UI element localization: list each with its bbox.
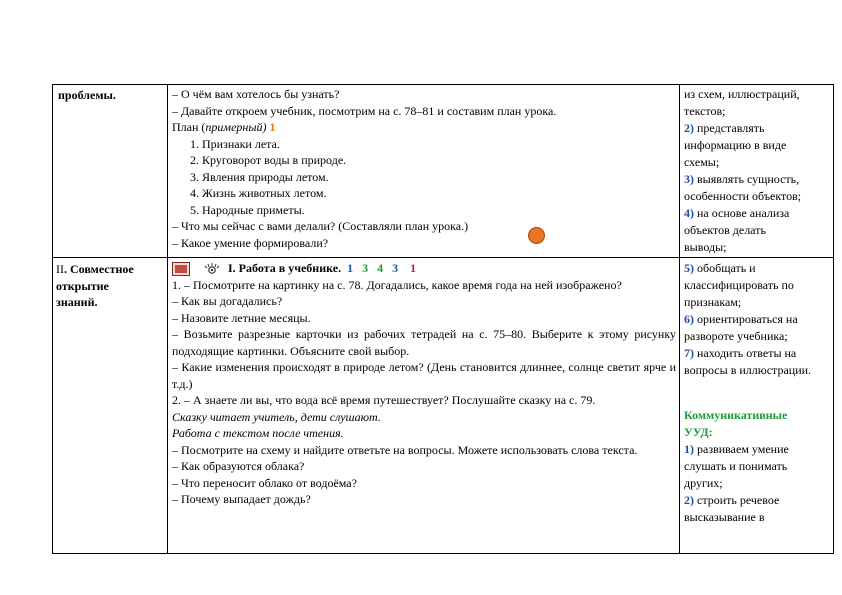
- stage-label: проблемы.: [58, 88, 116, 102]
- skill-number: 7): [684, 346, 694, 360]
- skill-line: [684, 222, 832, 239]
- skill-text: строить речевое: [694, 493, 780, 507]
- skill-text: классифицировать по: [684, 278, 794, 292]
- skill-line: [684, 475, 832, 492]
- skill-line: [684, 239, 832, 256]
- question-line: – Назовите летние месяцы.: [172, 310, 311, 325]
- skill-text: вопросы в иллюстрации.: [684, 363, 812, 377]
- skill-line: [684, 154, 832, 171]
- competence-number: 1: [410, 261, 417, 275]
- communicative-heading: УУД:: [684, 425, 713, 439]
- skill-line: [684, 294, 832, 311]
- observe-icon: [203, 262, 221, 276]
- teacher-line: – Какое умение формировали?: [172, 235, 329, 250]
- skill-line: [684, 458, 832, 475]
- competence-number: 4: [377, 261, 384, 275]
- skill-text: информацию в виде: [684, 138, 787, 152]
- skill-text: развиваем умение: [694, 442, 789, 456]
- skill-line: [684, 492, 832, 509]
- border-row: [52, 257, 834, 258]
- stage-label-line: [56, 261, 166, 278]
- skill-text: развороте учебника;: [684, 329, 788, 343]
- skill-number: 3): [684, 172, 694, 186]
- skill-text: представлять: [694, 121, 765, 135]
- skill-line: [684, 441, 832, 458]
- skill-line: [684, 205, 832, 222]
- competence-number: 3: [362, 261, 369, 275]
- skill-line: [684, 188, 832, 205]
- plan-item: 1. Признаки лета.: [190, 136, 280, 151]
- skills-cell-bottom: [684, 260, 832, 526]
- skill-number: 2): [684, 493, 694, 507]
- textbook-icon: [172, 262, 190, 276]
- skill-text: обобщать и: [694, 261, 756, 275]
- instruction-line: Сказку читает учитель, дети слушают.: [172, 409, 381, 424]
- border-col2: [679, 84, 680, 554]
- question-line: – Что переносит облако от водоёма?: [172, 475, 357, 490]
- skill-line: [684, 260, 832, 277]
- skills-cell-top: [684, 86, 832, 256]
- section-title: I. Работа в учебнике.: [228, 261, 342, 275]
- plan-item: 3. Явления природы летом.: [190, 169, 329, 184]
- skill-text: других;: [684, 476, 723, 490]
- skill-line: [684, 103, 832, 120]
- skill-line: [684, 277, 832, 294]
- skill-text: текстов;: [684, 104, 726, 118]
- skill-text: особенности объектов;: [684, 189, 802, 203]
- skill-text: слушать и понимать: [684, 459, 788, 473]
- skill-number: 4): [684, 206, 694, 220]
- plan-prefix: План (: [172, 120, 206, 134]
- plan-number: 1: [269, 120, 276, 134]
- stage-label-part: . Совместное: [64, 262, 134, 276]
- task-paragraph: – Возьмите разрезные карточки из рабочих тетрадей на с. 75–80. Выберите к этому рисунку подходящие картинки. Объясните свой выбор.: [172, 327, 676, 358]
- skill-text: высказывание в: [684, 510, 765, 524]
- instruction-line: Работа с текстом после чтения.: [172, 426, 344, 440]
- skill-text: признакам;: [684, 295, 742, 309]
- question-line: – Почему выпадает дождь?: [172, 492, 311, 506]
- skill-line: [684, 509, 832, 526]
- skill-line: [684, 120, 832, 137]
- skill-line: [684, 328, 832, 345]
- plan-italic: примерный): [205, 120, 267, 134]
- skill-line: [684, 86, 832, 103]
- task-paragraph: – Какие изменения происходят в природе летом? (День становится длиннее, солнце светит ярче и т.д.): [172, 360, 676, 391]
- border-top: [52, 84, 834, 85]
- skill-number: 2): [684, 121, 694, 135]
- teacher-line: – О чём вам хотелось бы узнать?: [172, 87, 340, 101]
- plan-list: [172, 136, 677, 219]
- skill-line: [684, 345, 832, 362]
- skill-line: [684, 171, 832, 188]
- plan-item: 2. Круговорот воды в природе.: [190, 153, 347, 167]
- skill-text: выводы;: [684, 240, 727, 254]
- competence-number: 1: [347, 261, 354, 275]
- skill-text: ориентироваться на: [694, 312, 798, 326]
- plan-heading: [172, 119, 677, 136]
- communicative-skills: [684, 441, 832, 526]
- stage-cell-discovery: [56, 261, 166, 311]
- border-bottom: [52, 553, 834, 554]
- skill-line: [684, 362, 832, 379]
- skill-text: из схем, иллюстраций,: [684, 87, 800, 101]
- teacher-line: – Давайте откроем учебник, посмотрим на с. 78–81 и составим план урока.: [172, 103, 557, 118]
- skill-line: [684, 311, 832, 328]
- teacher-line: – Что мы сейчас с вами делали? (Составляли план урока.): [172, 219, 469, 233]
- skill-number: 1): [684, 442, 694, 456]
- stage-label-line: открытие: [56, 278, 109, 293]
- border-left: [52, 84, 53, 554]
- section-heading: [172, 260, 676, 277]
- skill-text: на основе анализа: [694, 206, 790, 220]
- communicative-heading: Коммуникативные: [684, 408, 788, 422]
- cognitive-skills: [684, 260, 832, 379]
- task-paragraph: 1. – Посмотрите на картинку на с. 78. Догадались, какое время года на ней изображено?: [172, 277, 622, 292]
- stage-numeral: II: [56, 262, 64, 276]
- stage-cell-problems: [58, 87, 164, 104]
- border-right: [833, 84, 834, 554]
- competence-number: 3: [392, 261, 399, 275]
- border-col1: [167, 84, 168, 554]
- question-line: – Как вы догадались?: [172, 294, 283, 308]
- plan-item: 5. Народные приметы.: [190, 202, 305, 217]
- activity-cell-textbook: [172, 260, 676, 508]
- skill-text: схемы;: [684, 155, 720, 169]
- skill-text: объектов делать: [684, 223, 766, 237]
- skill-line: [684, 137, 832, 154]
- question-line: – Как образуются облака?: [172, 459, 305, 473]
- stage-label-line: знаний.: [56, 295, 98, 309]
- skill-text: выявлять сущность,: [694, 172, 800, 186]
- lesson-table: [52, 84, 834, 554]
- spacer: [684, 379, 832, 407]
- activity-cell-plan: [172, 86, 677, 251]
- orange-circle-marker: [528, 227, 545, 244]
- task-paragraph: 2. – А знаете ли вы, что вода всё время путешествует? Послушайте сказку на с. 79.: [172, 393, 596, 407]
- plan-item: 4. Жизнь животных летом.: [190, 186, 327, 200]
- task-paragraph: – Посмотрите на схему и найдите ответьте на вопросы. Можете использовать слова текста.: [172, 442, 638, 457]
- skill-number: 6): [684, 312, 694, 326]
- skill-number: 5): [684, 261, 694, 275]
- skill-text: находить ответы на: [694, 346, 797, 360]
